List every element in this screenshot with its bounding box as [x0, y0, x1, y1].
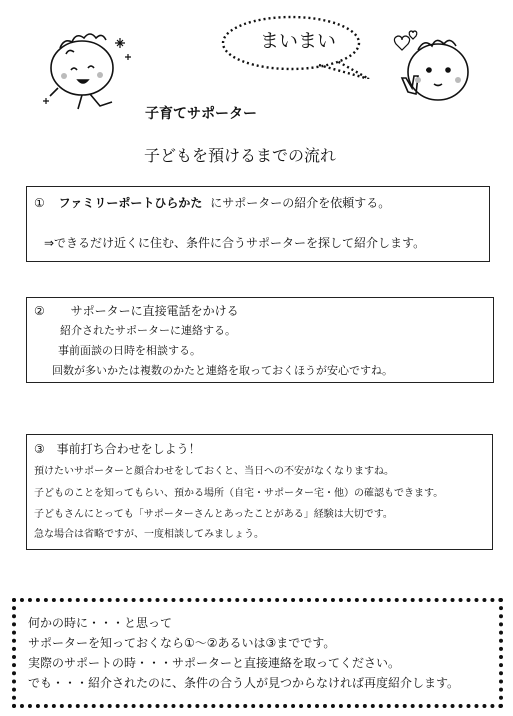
note-line-2: サポーターを知っておくなら①～②あるいは③までです。 — [28, 636, 336, 650]
step1-number: ① — [34, 196, 45, 210]
step3-line-3: 子どもさんにとっても「サポーターさんとあったことがある」経験は大切です。 — [34, 509, 393, 520]
step2-number: ② — [34, 304, 45, 318]
step1-header — [34, 194, 390, 211]
baby-left-icon — [40, 18, 140, 118]
bubble-title: まいまい — [259, 30, 336, 52]
step3-line-4: 急な場合は省略ですが、一度相談してみましょう。 — [34, 529, 264, 540]
page-title: 子育てサポーター — [145, 106, 257, 122]
step2-line-1: 紹介されたサポーターに連絡する。 — [60, 324, 236, 337]
note-line-3: 実際のサポートの時・・・サポーターと直接連絡を取ってください。 — [28, 656, 401, 670]
step2-title: サポーターに直接電話をかける — [70, 304, 239, 318]
step3-line-1: 預けたいサポーターと顔合わせをしておくと、当日への不安がなくなりますね。 — [34, 466, 394, 477]
baby-right-icon — [388, 22, 488, 112]
step3-line-2: 子どものことを知ってもらい、預かる場所（自宅・サポーター宅・他）の確認もできます。 — [34, 488, 444, 499]
step3-header — [34, 440, 201, 457]
step1-text: にサポーターの紹介を依頼する。 — [210, 196, 391, 210]
page-subtitle: 子どもを預けるまでの流れ — [144, 146, 337, 165]
step2-header — [34, 302, 239, 319]
note-line-1: 何かの時に・・・と思って — [28, 616, 173, 630]
step2-line-3: 回数が多いかたは複数のかたと連絡を取っておくほうが安心ですね。 — [52, 364, 393, 377]
note-line-4: でも・・・紹介されたのに、条件の合う人が見つからなければ再度紹介します。 — [28, 676, 460, 690]
step1-org: ファミリーポートひらかた — [58, 196, 203, 210]
step2-line-2: 事前面談の日時を相談する。 — [58, 344, 201, 357]
step3-number: ③ — [34, 442, 45, 456]
step1-detail: ⇒できるだけ近くに住む、条件に合うサポーターを探して紹介します。 — [44, 236, 426, 250]
step3-title: 事前打ち合わせをしよう！ — [56, 442, 201, 456]
heart-icon — [394, 31, 416, 50]
